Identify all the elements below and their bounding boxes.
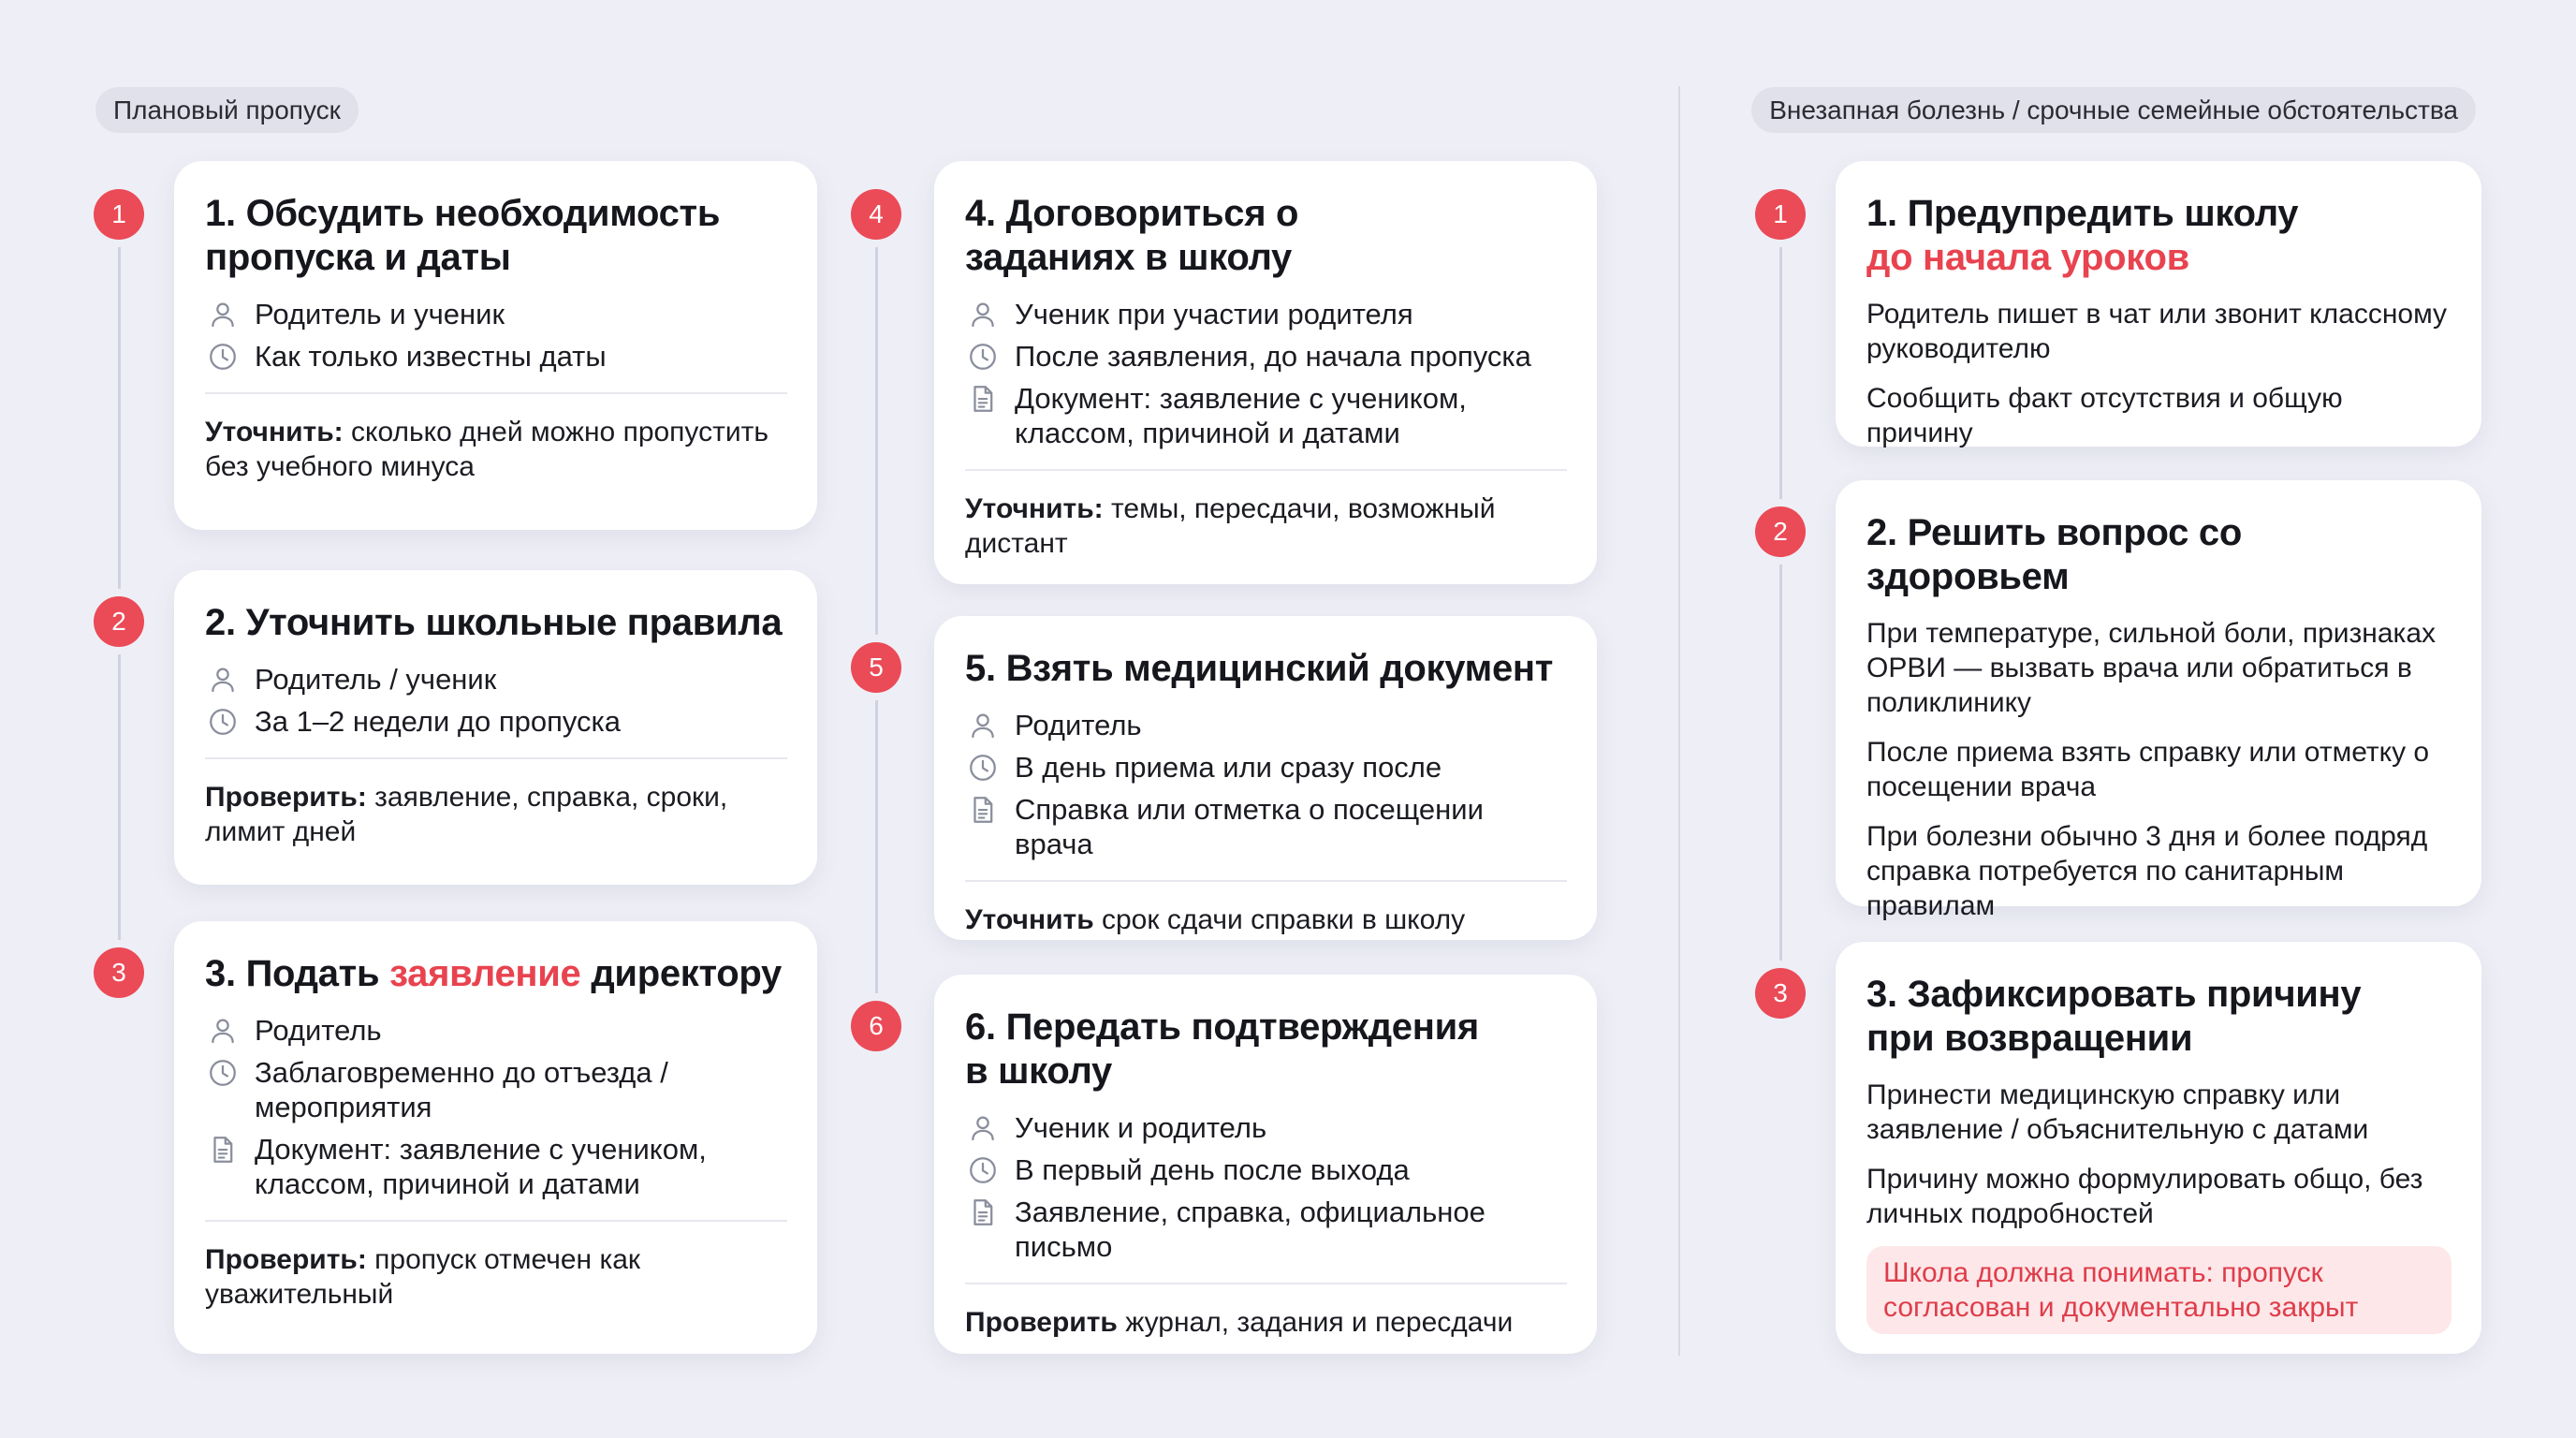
step-paragraph: При болезни обычно 3 дня и более подряд справка потребуется по санитарным правилам bbox=[1866, 821, 2428, 921]
step-meta-text: Документ: заявление с учеником, классом, причиной и датами bbox=[1015, 382, 1467, 449]
divider bbox=[965, 469, 1567, 471]
section-label-urgent: Внезапная болезнь / срочные семейные обстоятельства bbox=[1751, 87, 2476, 133]
person-icon bbox=[965, 297, 1001, 331]
step-meta-who bbox=[205, 297, 787, 331]
step-note-label: Уточнить bbox=[965, 904, 1094, 935]
step-title: 6. Передать подтверждения в школу bbox=[965, 1006, 1479, 1092]
step-title: 3. Подать заявление директору bbox=[205, 953, 782, 994]
step-meta-when bbox=[205, 339, 787, 374]
person-icon bbox=[205, 297, 241, 331]
step-meta-who bbox=[205, 1013, 787, 1048]
step-paragraph: Причину можно формулировать общо, без личных подробностей bbox=[1866, 1164, 2423, 1229]
step-meta-doc bbox=[965, 1195, 1567, 1264]
step-note-label: Проверить: bbox=[205, 782, 367, 813]
step-title: 1. Предупредить школу до начала уроков bbox=[1866, 193, 2299, 278]
step-number-badge: 2 bbox=[1755, 506, 1806, 557]
step-note-label: Проверить: bbox=[205, 1244, 367, 1275]
step-paragraph: После приема взять справку или отметку о посещении врача bbox=[1866, 737, 2430, 802]
step-meta-who bbox=[965, 708, 1567, 742]
step-note bbox=[965, 492, 1567, 561]
clock-icon bbox=[965, 339, 1001, 374]
step-number-badge: 6 bbox=[851, 1001, 901, 1051]
step-title: 2. Решить вопрос со здоровьем bbox=[1866, 512, 2242, 597]
clock-icon bbox=[205, 704, 241, 739]
step-title: 2. Уточнить школьные правила bbox=[205, 602, 783, 643]
step-number-badge: 5 bbox=[851, 642, 901, 693]
step-number-badge: 4 bbox=[851, 189, 901, 240]
step-note-label: Проверить bbox=[965, 1307, 1118, 1338]
step-note-label: Уточнить: bbox=[965, 493, 1104, 524]
step-meta-text: За 1–2 недели до пропуска bbox=[255, 705, 622, 738]
step-number-badge: 3 bbox=[94, 947, 144, 998]
step-meta-doc bbox=[965, 792, 1567, 861]
step-meta-text: Родитель bbox=[1015, 709, 1142, 741]
person-icon bbox=[205, 1013, 241, 1048]
step-card-4 bbox=[934, 161, 1597, 584]
step-meta-text: Заявление, справка, официальное письмо bbox=[1015, 1196, 1486, 1263]
warning-callout: Школа должна понимать: пропуск согласован и документально закрыт bbox=[1866, 1246, 2452, 1334]
step-meta-who bbox=[205, 662, 787, 697]
timeline-rail bbox=[118, 215, 121, 974]
timeline-rail bbox=[1779, 215, 1782, 992]
step-paragraph: Принести медицинскую справку или заявление / объяснительную с датами bbox=[1866, 1079, 2369, 1145]
step-paragraph: Родитель пишет в чат или звонит классному руководителю bbox=[1866, 299, 2448, 364]
person-icon bbox=[205, 662, 241, 697]
document-icon bbox=[965, 381, 1001, 416]
document-icon bbox=[965, 1195, 1001, 1229]
step-number-badge: 1 bbox=[94, 189, 144, 240]
step-meta-text: После заявления, до начала пропуска bbox=[1015, 340, 1531, 373]
divider bbox=[205, 1220, 787, 1222]
divider bbox=[205, 392, 787, 394]
step-title: 1. Обсудить необходимость пропуска и даты bbox=[205, 193, 721, 278]
step-note bbox=[205, 1242, 787, 1312]
urgent-step-card-3 bbox=[1836, 942, 2481, 1354]
step-card-1 bbox=[174, 161, 817, 530]
step-number-badge: 3 bbox=[1755, 968, 1806, 1019]
divider bbox=[965, 880, 1567, 882]
step-meta-when bbox=[205, 1055, 787, 1124]
clock-icon bbox=[205, 339, 241, 374]
person-icon bbox=[965, 708, 1001, 742]
step-title: 5. Взять медицинский документ bbox=[965, 648, 1554, 689]
step-card-3 bbox=[174, 921, 817, 1354]
divider bbox=[205, 757, 787, 759]
step-paragraph: При температуре, сильной боли, признаках ОРВИ — вызвать врача или обратиться в поликлинику bbox=[1866, 618, 2437, 718]
step-meta-text: В день приема или сразу после bbox=[1015, 751, 1442, 784]
step-meta-when bbox=[965, 1152, 1567, 1187]
step-meta-text: Документ: заявление с учеником, классом, причиной и датами bbox=[255, 1133, 707, 1200]
section-label-planned: Плановый пропуск bbox=[95, 87, 359, 133]
step-note bbox=[205, 415, 787, 484]
title-accent: до начала уроков bbox=[1866, 237, 2189, 278]
step-meta-doc bbox=[205, 1132, 787, 1201]
step-meta-text: Как только известны даты bbox=[255, 340, 607, 373]
step-meta-when bbox=[205, 704, 787, 739]
step-note bbox=[965, 902, 1567, 937]
step-meta-who bbox=[965, 297, 1567, 331]
urgent-step-card-2 bbox=[1836, 480, 2481, 921]
step-note-text: срок сдачи справки в школу bbox=[1093, 904, 1466, 935]
clock-icon bbox=[965, 1152, 1001, 1187]
step-card-6 bbox=[934, 975, 1597, 1354]
step-title: 4. Договориться о заданиях в школу bbox=[965, 193, 1299, 278]
step-meta-text: Справка или отметка о посещении врача bbox=[1015, 793, 1484, 860]
step-meta-text: В первый день после выхода bbox=[1015, 1153, 1410, 1186]
step-meta-text: Ученик при участии родителя bbox=[1015, 298, 1413, 330]
divider bbox=[965, 1283, 1567, 1284]
step-note-text: темы, пересдачи, возможный дистант bbox=[965, 493, 1496, 559]
step-card-2 bbox=[174, 570, 817, 885]
title-accent: заявление bbox=[389, 953, 581, 994]
step-note-text: пропуск отмечен как уважительный bbox=[205, 1244, 641, 1310]
document-icon bbox=[205, 1132, 241, 1167]
person-icon bbox=[965, 1110, 1001, 1145]
step-meta-when bbox=[965, 750, 1567, 785]
step-title: 3. Зафиксировать причину при возвращении bbox=[1866, 974, 2362, 1059]
step-meta-text: Ученик и родитель bbox=[1015, 1111, 1267, 1144]
step-meta-text: Родитель / ученик bbox=[255, 663, 497, 696]
document-icon bbox=[965, 792, 1001, 827]
urgent-step-card-1 bbox=[1836, 161, 2481, 447]
step-meta-text: Родитель и ученик bbox=[255, 298, 505, 330]
step-note bbox=[205, 780, 787, 849]
step-meta-who bbox=[965, 1110, 1567, 1145]
column-divider bbox=[1678, 86, 1680, 1356]
step-note-text: заявление, справка, сроки, лимит дней bbox=[205, 782, 728, 847]
step-meta-doc bbox=[965, 381, 1567, 450]
step-number-badge: 1 bbox=[1755, 189, 1806, 240]
step-note-label: Уточнить: bbox=[205, 417, 344, 448]
step-note-text: сколько дней можно пропустить без учебного минуса bbox=[205, 417, 768, 482]
step-number-badge: 2 bbox=[94, 596, 144, 647]
step-note-text: журнал, задания и пересдачи bbox=[1117, 1307, 1514, 1338]
step-meta-text: Заблаговременно до отъезда / мероприятия bbox=[255, 1056, 668, 1123]
step-meta-text: Родитель bbox=[255, 1014, 382, 1047]
clock-icon bbox=[205, 1055, 241, 1090]
step-note bbox=[965, 1305, 1567, 1340]
step-card-5 bbox=[934, 616, 1597, 940]
step-meta-when bbox=[965, 339, 1567, 374]
clock-icon bbox=[965, 750, 1001, 785]
timeline-rail bbox=[875, 215, 878, 1030]
step-paragraph: Сообщить факт отсутствия и общую причину bbox=[1866, 383, 2343, 448]
